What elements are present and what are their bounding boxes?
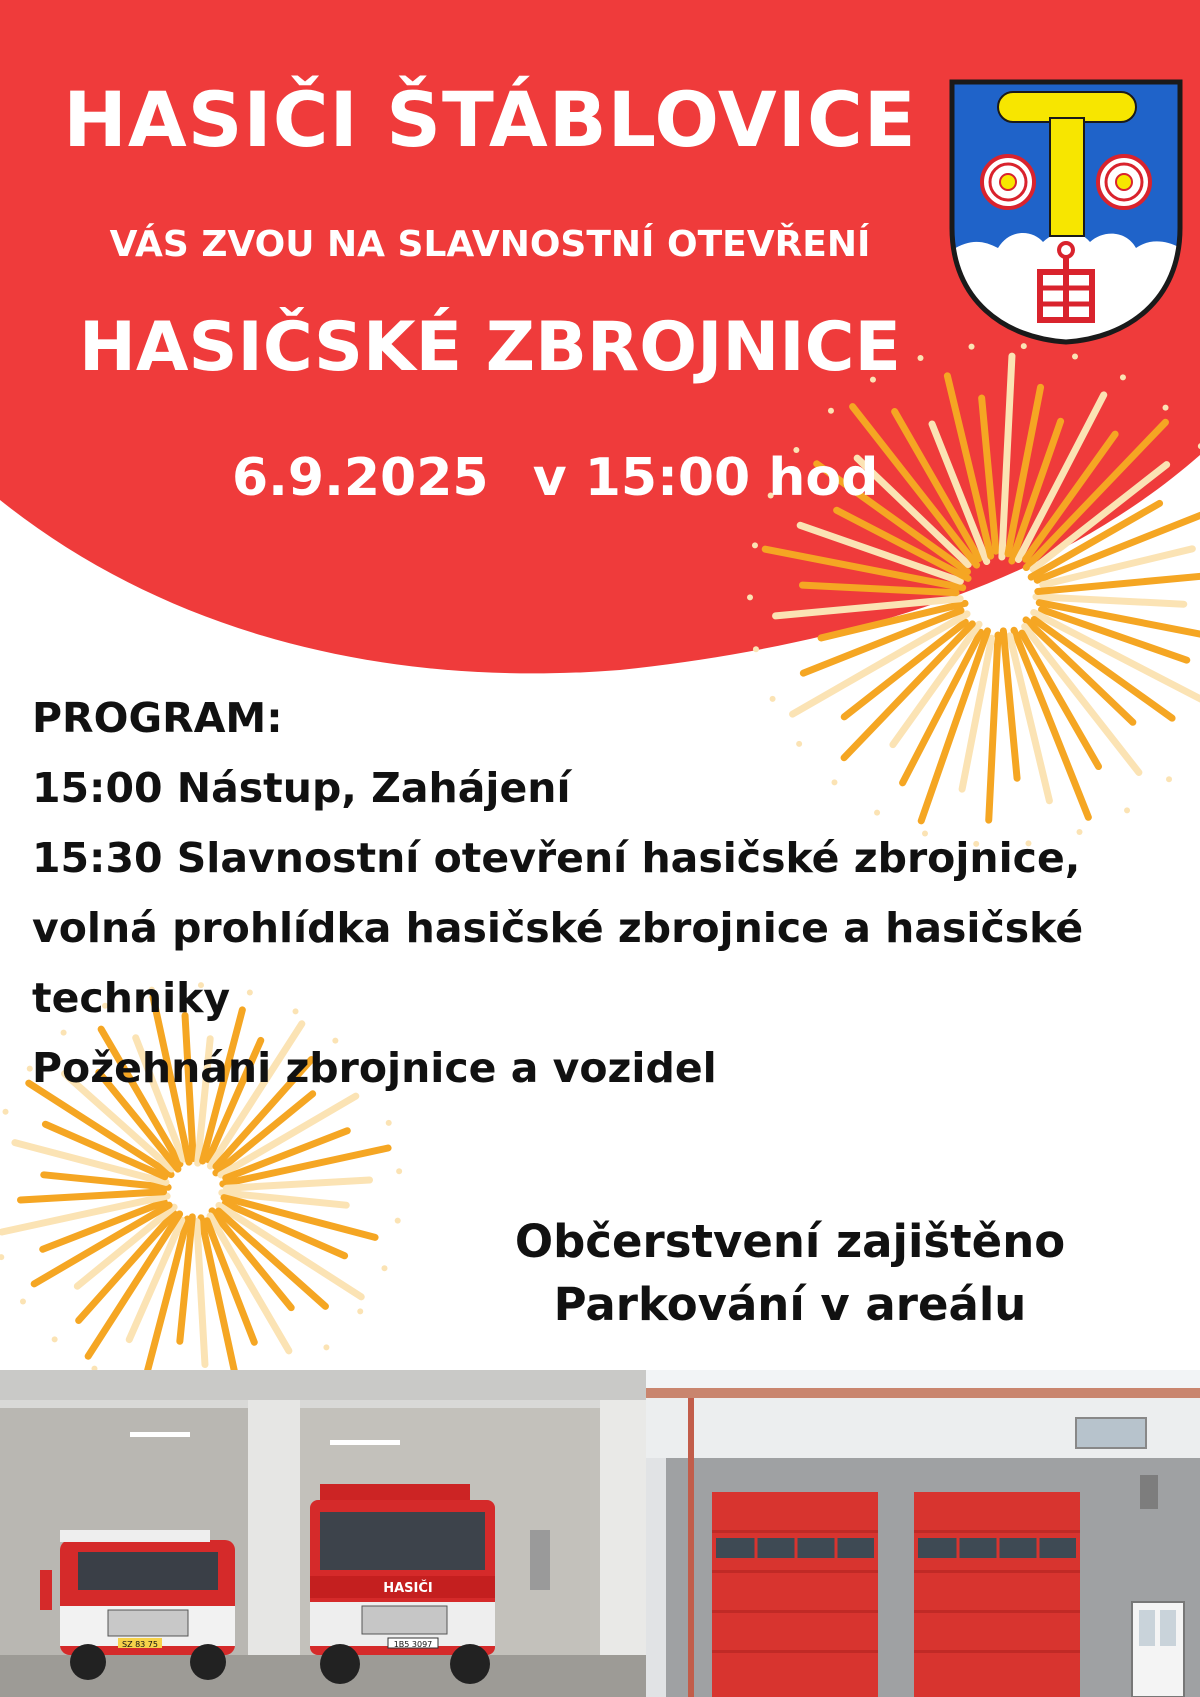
left-truck-plate: SZ 83 75 xyxy=(121,1640,159,1649)
program-item: techniky xyxy=(32,974,231,1022)
program-list xyxy=(32,683,1083,1103)
event-info xyxy=(478,1210,1102,1336)
event-date: 6.9.2025 xyxy=(232,448,489,508)
event-title: HASIČSKÉ ZBROJNICE xyxy=(79,308,901,387)
right-truck-plate: 1B5 3097 xyxy=(393,1640,433,1649)
invitation-subtitle: VÁS ZVOU NA SLAVNOSTNÍ OTEVŘENÍ xyxy=(109,224,871,265)
event-datetime xyxy=(232,448,879,508)
page-title: HASIČI ŠTÁBLOVICE xyxy=(63,75,917,164)
program-item: Požehnáni zbrojnice a vozidel xyxy=(32,1044,717,1092)
right-truck-label: HASIČI xyxy=(383,1581,433,1596)
program-item: 15:00 Nástup, Zahájení xyxy=(32,764,571,812)
coat-of-arms-icon xyxy=(948,78,1184,346)
photo-fire-trucks xyxy=(0,1370,646,1697)
program-heading: PROGRAM: xyxy=(32,694,283,742)
parking-note: Parkování v areálu xyxy=(553,1278,1027,1331)
event-time: v 15:00 hod xyxy=(532,448,879,508)
program-item: volná prohlídka hasičské zbrojnice a hasičské xyxy=(32,904,1084,952)
refreshments-note: Občerstvení zajištěno xyxy=(514,1215,1066,1268)
photo-fire-station xyxy=(646,1370,1200,1697)
program-item: 15:30 Slavnostní otevření hasičské zbrojnice, xyxy=(32,834,1081,882)
